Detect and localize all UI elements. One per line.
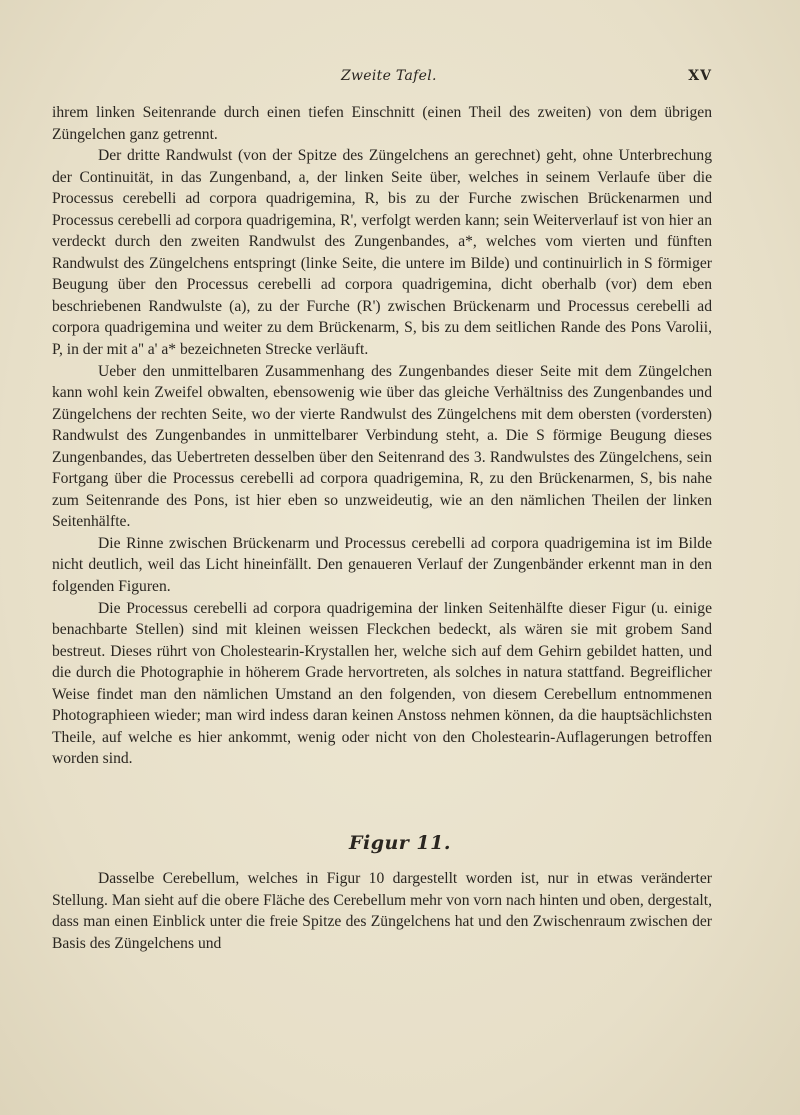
paragraph-4: Die Rinne zwischen Brückenarm und Processus cerebelli ad corpora quadrigemina ist im Bilde nicht deutlich, weil das Licht hineinfällt. Den genaueren Verlauf der Zungenbänder erkennt man in den folgenden Figuren. bbox=[52, 534, 712, 596]
running-title: Zweite Tafel. bbox=[341, 68, 437, 84]
figure-paragraph: Dasselbe Cerebellum, welches in Figur 10 dargestellt worden ist, nur in etwas veränderter Stellung. Man sieht auf die obere Fläche des Cerebellum mehr von vorn nach hinten und oben, dergestalt, dass man einen Einblick unter die freie Spitze des Züngelchens hat und den Zwischenraum zwischen der Basis des Züngelchens und bbox=[52, 870, 712, 952]
body-text bbox=[52, 102, 712, 770]
figure-description bbox=[52, 868, 712, 954]
paragraph-3: Ueber den unmittelbaren Zusammenhang des Zungenbandes dieser Seite mit dem Züngelchen kann wohl kein Zweifel obwalten, ebensowenig wie über das gleiche Verhältniss des Zungenbandes und Züngelchens der rechten Seite, wo der vierte Randwulst des Züngelchens mit dem obersten (vordersten) Randwulst des Zungenbandes in unmittelbarer Verbindung steht, a. Die S förmige Beugung dieses Zungenbandes, das Uebertreten desselben über den Seitenrand des 3. Randwulstes des Züngelchens, sein Fortgang über die Processus cerebelli ad corpora quadrigemina, R, zu den Brückenarmen, S, bis nahe zum Seitenrande des Pons, ist hier eben so unzweideutig, wie an den nämlichen Theilen der linken Seitenhälfte. bbox=[52, 362, 712, 531]
paragraph-5: Die Processus cerebelli ad corpora quadrigemina der linken Seitenhälfte dieser Figur (u. einige benachbarte Stellen) sind mit kleinen weissen Fleckchen bedeckt, als wären sie mit grobem Sand bestreut. Dieses rührt von Cholestearin-Krystallen her, welche sich auf dem Gehirn gebildet hatten, und die durch die Photographie in höherem Grade hervortreten, als solches in natura stattfand. Begreiflicher Weise findet man den nämlichen Umstand an den folgenden, von diesem Cerebellum entnommenen Photographieen wieder; man wird indess daran keinen Anstoss nehmen können, da die hauptsächlichsten Theile, auf welche es hier ankommt, wenig oder nicht von den Cholestearin-Auflagerungen betroffen worden sind. bbox=[52, 599, 712, 768]
figure-heading: Figur 11. bbox=[349, 832, 451, 854]
paragraph-1: ihrem linken Seitenrande durch einen tiefen Einschnitt (einen Theil des zweiten) von dem übrigen Züngelchen ganz getrennt. bbox=[52, 104, 712, 143]
paragraph-2: Der dritte Randwulst (von der Spitze des Züngelchens an gerechnet) geht, ohne Unterbrechung der Continuität, in das Zungenband, a, der linken Seite über, welches in seinem Verlaufe über die Processus cerebelli ad corpora quadrigemina, R, bis zu der Furche zwischen Brückenarmen und Processus cerebelli ad corpora quadrigemina, R', verfolgt werden kann; sein Weiterverlauf ist von hier an verdeckt durch den zweiten Randwulst des Zungenbandes, a*, welches vom vierten und fünften Randwulst des Züngelchens entspringt (linke Seite, die untere im Bilde) und continuirlich in S förmiger Beugung über den Processus cerebelli ad corpora quadrigemina, dicht oberhalb (vor) dem eben beschriebenen Randwulste (a), zu der Furche (R') zwischen Brückenarm und Processus cerebelli ad corpora quadrigemina und weiter zu dem Brückenarm, S, bis zu dem seitlichen Rande des Pons Varolii, P, in der mit a'' a' a* bezeichneten Strecke verläuft. bbox=[52, 147, 712, 359]
running-head bbox=[0, 68, 800, 88]
page-number: XV bbox=[688, 68, 712, 84]
